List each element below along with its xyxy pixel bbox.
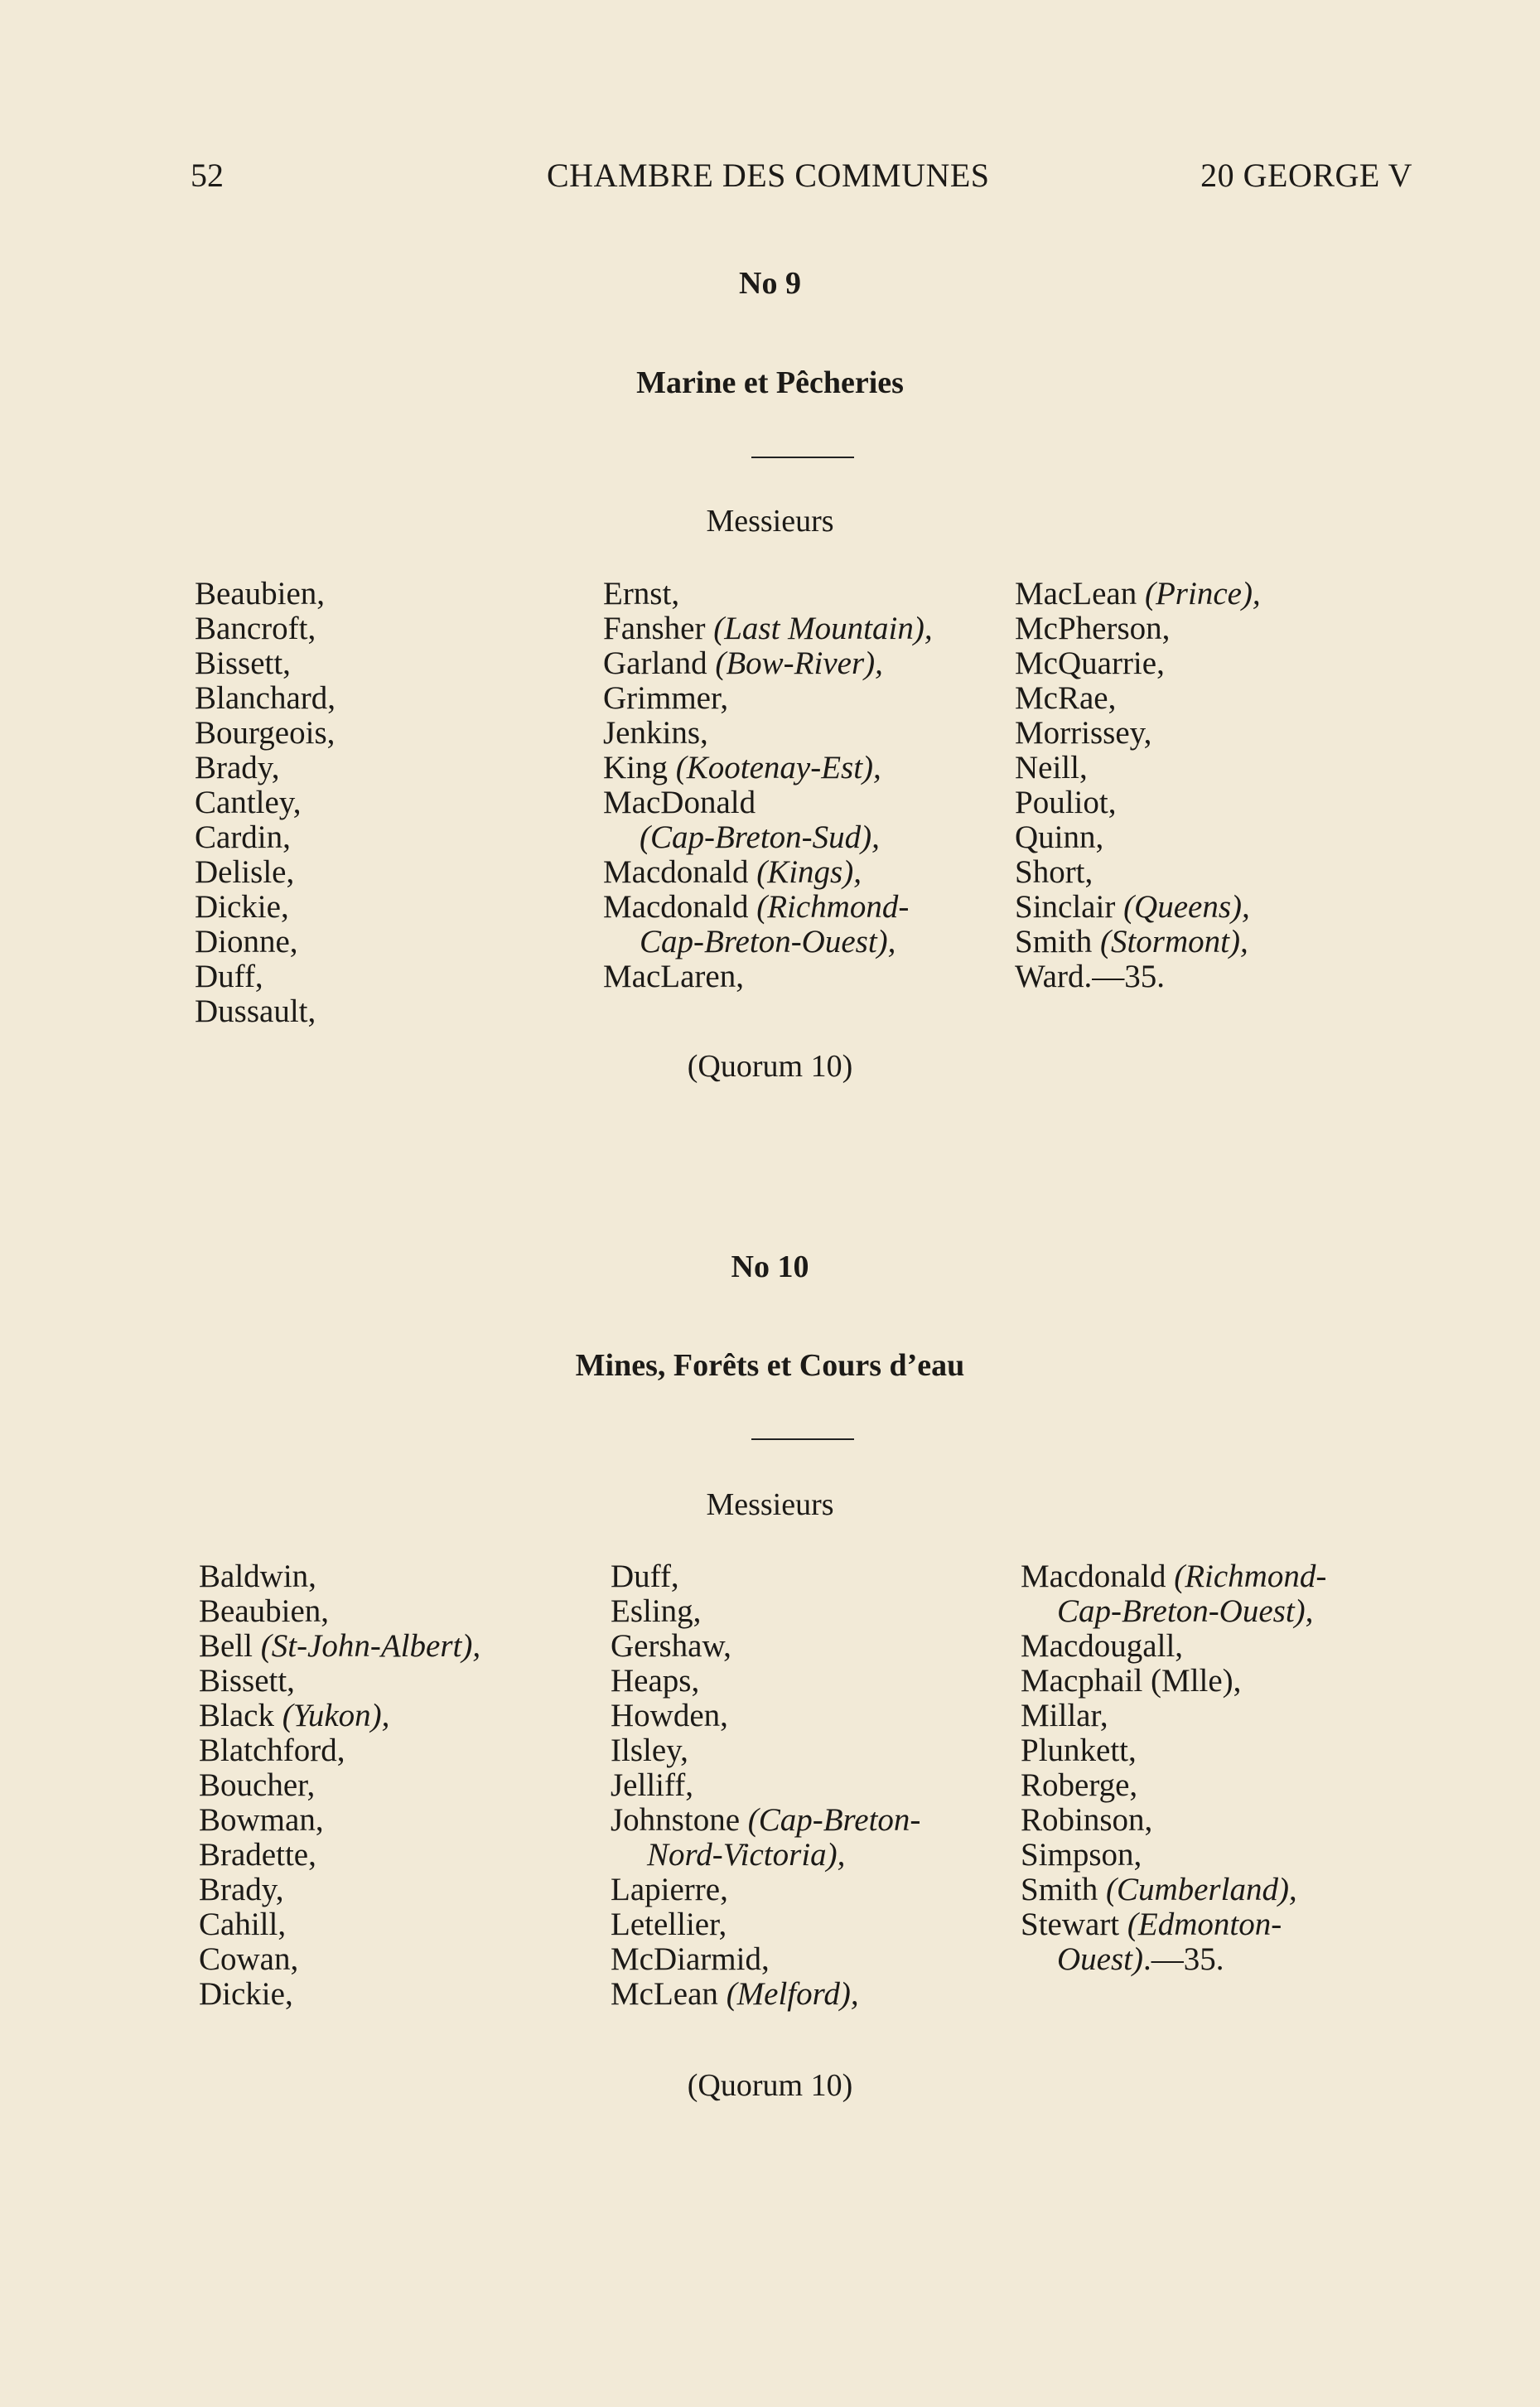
- member-name: Macphail (Mlle),: [1021, 1663, 1242, 1699]
- member-entry: [1021, 1629, 1326, 1664]
- member-entry: [611, 1629, 920, 1664]
- member-name: Morrissey,: [1015, 715, 1152, 751]
- member-entry: [195, 611, 336, 646]
- member-entry: [195, 681, 336, 716]
- member-entry: [603, 751, 933, 785]
- member-riding: (Cumberland),: [1105, 1872, 1297, 1907]
- member-entry: [195, 785, 336, 820]
- member-entry: [1015, 716, 1261, 751]
- member-entry: [1021, 1768, 1326, 1803]
- member-name: Roberge,: [1021, 1767, 1138, 1803]
- member-name: Bissett,: [199, 1663, 295, 1699]
- member-name: Macdonald: [603, 854, 757, 890]
- member-entry: [1015, 925, 1261, 959]
- member-entry: [199, 1838, 480, 1873]
- member-riding: (Kootenay-Est),: [675, 750, 881, 785]
- member-entry: [195, 855, 336, 890]
- member-name: Garland: [603, 645, 716, 681]
- member-name: Dussault,: [195, 993, 316, 1029]
- member-name: Bowman,: [199, 1802, 324, 1838]
- member-name: Stewart: [1021, 1907, 1127, 1942]
- member-name: Simpson,: [1021, 1837, 1142, 1873]
- member-column: [611, 1559, 920, 2012]
- member-entry: [1015, 959, 1261, 994]
- member-name: Bissett,: [195, 645, 291, 681]
- member-name: Esling,: [611, 1593, 702, 1629]
- member-entry: [1015, 751, 1261, 785]
- member-entry: [603, 577, 933, 611]
- member-entry: [611, 1942, 920, 1977]
- member-name: McPherson,: [1015, 611, 1171, 646]
- member-riding: (Richmond-: [756, 889, 910, 925]
- member-entry: [1015, 820, 1261, 855]
- member-name: Ilsley,: [611, 1733, 688, 1768]
- member-entry: [603, 646, 933, 681]
- member-riding: (Queens),: [1123, 889, 1250, 925]
- member-entry: [199, 1768, 480, 1803]
- member-name: Plunkett,: [1021, 1733, 1137, 1768]
- section-rule: [751, 1438, 854, 1440]
- member-name: Jelliff,: [611, 1767, 694, 1803]
- member-entry: [195, 716, 336, 751]
- member-entry: [199, 1803, 480, 1838]
- member-name: Ward.—35.: [1015, 959, 1165, 994]
- member-entry: [603, 716, 933, 751]
- member-name: McQuarrie,: [1015, 645, 1165, 681]
- member-entry: [1015, 890, 1261, 925]
- member-name: McLean: [611, 1976, 727, 2012]
- member-name: MacLaren,: [603, 959, 744, 994]
- page-header: [191, 156, 1412, 205]
- member-name: MacLean: [1015, 576, 1145, 611]
- member-riding: (Bow-River),: [715, 645, 883, 681]
- member-name: Lapierre,: [611, 1872, 728, 1907]
- member-entry: [611, 1559, 920, 1594]
- member-name: Cahill,: [199, 1907, 287, 1942]
- member-name: Millar,: [1021, 1698, 1108, 1733]
- member-entry: [603, 855, 933, 890]
- member-name: Robinson,: [1021, 1802, 1153, 1838]
- member-column: [1015, 577, 1261, 994]
- running-title: CHAMBRE DES COMMUNES: [547, 157, 990, 194]
- member-entry: [603, 785, 933, 820]
- member-entry: [1021, 1594, 1326, 1629]
- member-entry: [1021, 1699, 1326, 1733]
- member-entry: [1021, 1873, 1326, 1907]
- member-entry: [1015, 681, 1261, 716]
- member-entry: [611, 1768, 920, 1803]
- member-name: Heaps,: [611, 1663, 700, 1699]
- member-entry: [195, 577, 336, 611]
- member-entry: [611, 1664, 920, 1699]
- member-entry: [199, 1664, 480, 1699]
- member-entry: [1021, 1838, 1326, 1873]
- section-title: Mines, Forêts et Cours d’eau: [575, 1348, 965, 1383]
- member-entry: [199, 1629, 480, 1664]
- member-entry: [603, 820, 933, 855]
- member-name: Macdonald: [1021, 1559, 1175, 1594]
- member-entry: [199, 1733, 480, 1768]
- member-riding: (Cap-Breton-Sud),: [640, 819, 880, 855]
- member-riding: (St-John-Albert),: [260, 1628, 481, 1664]
- member-riding: Ouest): [1057, 1941, 1143, 1977]
- member-name: Sinclair: [1015, 889, 1124, 925]
- member-entry: [195, 994, 336, 1029]
- member-name: Smith: [1015, 924, 1100, 959]
- member-name: Cardin,: [195, 819, 291, 855]
- member-entry: [199, 1699, 480, 1733]
- member-name: Pouliot,: [1015, 785, 1117, 820]
- member-entry: [611, 1907, 920, 1942]
- member-entry: [611, 1594, 920, 1629]
- member-riding: Nord-Victoria),: [647, 1837, 846, 1873]
- member-name: Blanchard,: [195, 680, 336, 716]
- member-name: Ernst,: [603, 576, 680, 611]
- member-riding: Cap-Breton-Ouest),: [640, 924, 896, 959]
- regnal-year: 20 GEORGE V: [1200, 157, 1412, 194]
- member-name: Bell: [199, 1628, 261, 1664]
- member-name: Boucher,: [199, 1767, 316, 1803]
- member-riding: (Cap-Breton-: [747, 1802, 921, 1838]
- member-column: [603, 577, 933, 994]
- member-entry: [603, 681, 933, 716]
- member-entry: [611, 1838, 920, 1873]
- member-entry: [611, 1873, 920, 1907]
- member-name: Johnstone: [611, 1802, 748, 1838]
- member-riding: (Yukon),: [282, 1698, 390, 1733]
- member-name: Duff,: [611, 1559, 679, 1594]
- member-entry: [199, 1942, 480, 1977]
- section-number: No 10: [731, 1249, 809, 1284]
- member-entry: [1021, 1942, 1326, 1977]
- member-name: MacDonald: [603, 785, 756, 820]
- member-riding: Cap-Breton-Ouest),: [1057, 1593, 1314, 1629]
- member-riding: (Melford),: [726, 1976, 859, 2012]
- member-name: Bourgeois,: [195, 715, 336, 751]
- member-name: Jenkins,: [603, 715, 708, 751]
- member-entry: [195, 890, 336, 925]
- section-number: No 9: [739, 266, 801, 301]
- member-name: Dickie,: [195, 889, 289, 925]
- member-name: Bancroft,: [195, 611, 316, 646]
- member-entry: [195, 820, 336, 855]
- member-entry: [1015, 646, 1261, 681]
- member-name: Gershaw,: [611, 1628, 731, 1664]
- member-entry: [199, 1873, 480, 1907]
- member-name: McRae,: [1015, 680, 1117, 716]
- member-name: Howden,: [611, 1698, 728, 1733]
- member-name: Grimmer,: [603, 680, 729, 716]
- member-name: Beaubien,: [195, 576, 326, 611]
- member-entry: [1021, 1907, 1326, 1942]
- member-name: King: [603, 750, 676, 785]
- member-riding: (Edmonton-: [1127, 1907, 1282, 1942]
- member-entry: [1015, 785, 1261, 820]
- member-count: .—35.: [1142, 1941, 1224, 1977]
- member-name: Quinn,: [1015, 819, 1104, 855]
- member-name: McDiarmid,: [611, 1941, 770, 1977]
- member-riding: (Richmond-: [1174, 1559, 1327, 1594]
- member-entry: [611, 1977, 920, 2012]
- member-name: Dickie,: [199, 1976, 293, 2012]
- member-entry: [1021, 1733, 1326, 1768]
- member-entry: [1021, 1664, 1326, 1699]
- member-entry: [603, 959, 933, 994]
- member-name: Brady,: [195, 750, 280, 785]
- member-entry: [611, 1803, 920, 1838]
- member-entry: [195, 959, 336, 994]
- member-entry: [603, 925, 933, 959]
- member-column: [195, 577, 336, 1029]
- member-name: Baldwin,: [199, 1559, 316, 1594]
- member-entry: [1021, 1559, 1326, 1594]
- member-name: Fansher: [603, 611, 714, 646]
- member-name: Short,: [1015, 854, 1093, 890]
- member-name: Duff,: [195, 959, 263, 994]
- messieurs-heading: Messieurs: [706, 504, 834, 539]
- quorum-note: (Quorum 10): [687, 1049, 853, 1084]
- quorum-note: (Quorum 10): [687, 2068, 853, 2103]
- member-riding: (Prince),: [1145, 576, 1261, 611]
- messieurs-heading: Messieurs: [706, 1487, 834, 1522]
- member-name: Black: [199, 1698, 282, 1733]
- member-entry: [199, 1977, 480, 2012]
- member-column: [1021, 1559, 1326, 1977]
- member-entry: [199, 1559, 480, 1594]
- member-entry: [199, 1907, 480, 1942]
- member-entry: [603, 890, 933, 925]
- member-entry: [195, 751, 336, 785]
- member-name: Macdonald: [603, 889, 757, 925]
- member-entry: [195, 646, 336, 681]
- member-name: Beaubien,: [199, 1593, 330, 1629]
- member-entry: [603, 611, 933, 646]
- member-entry: [1021, 1803, 1326, 1838]
- member-entry: [1015, 855, 1261, 890]
- member-name: Letellier,: [611, 1907, 727, 1942]
- member-column: [199, 1559, 480, 2012]
- section-rule: [751, 457, 854, 458]
- member-name: Brady,: [199, 1872, 284, 1907]
- member-riding: (Kings),: [756, 854, 862, 890]
- section-title: Marine et Pêcheries: [636, 365, 904, 400]
- member-name: Cantley,: [195, 785, 302, 820]
- member-entry: [611, 1699, 920, 1733]
- member-name: Delisle,: [195, 854, 295, 890]
- member-entry: [199, 1594, 480, 1629]
- member-entry: [1015, 611, 1261, 646]
- member-name: Cowan,: [199, 1941, 299, 1977]
- member-name: Blatchford,: [199, 1733, 345, 1768]
- member-name: Smith: [1021, 1872, 1106, 1907]
- member-entry: [1015, 577, 1261, 611]
- member-riding: (Stormont),: [1099, 924, 1248, 959]
- member-entry: [611, 1733, 920, 1768]
- member-name: Neill,: [1015, 750, 1088, 785]
- member-riding: (Last Mountain),: [713, 611, 933, 646]
- page-number: 52: [191, 157, 224, 194]
- member-name: Dionne,: [195, 924, 298, 959]
- member-name: Macdougall,: [1021, 1628, 1184, 1664]
- member-name: Bradette,: [199, 1837, 316, 1873]
- member-entry: [195, 925, 336, 959]
